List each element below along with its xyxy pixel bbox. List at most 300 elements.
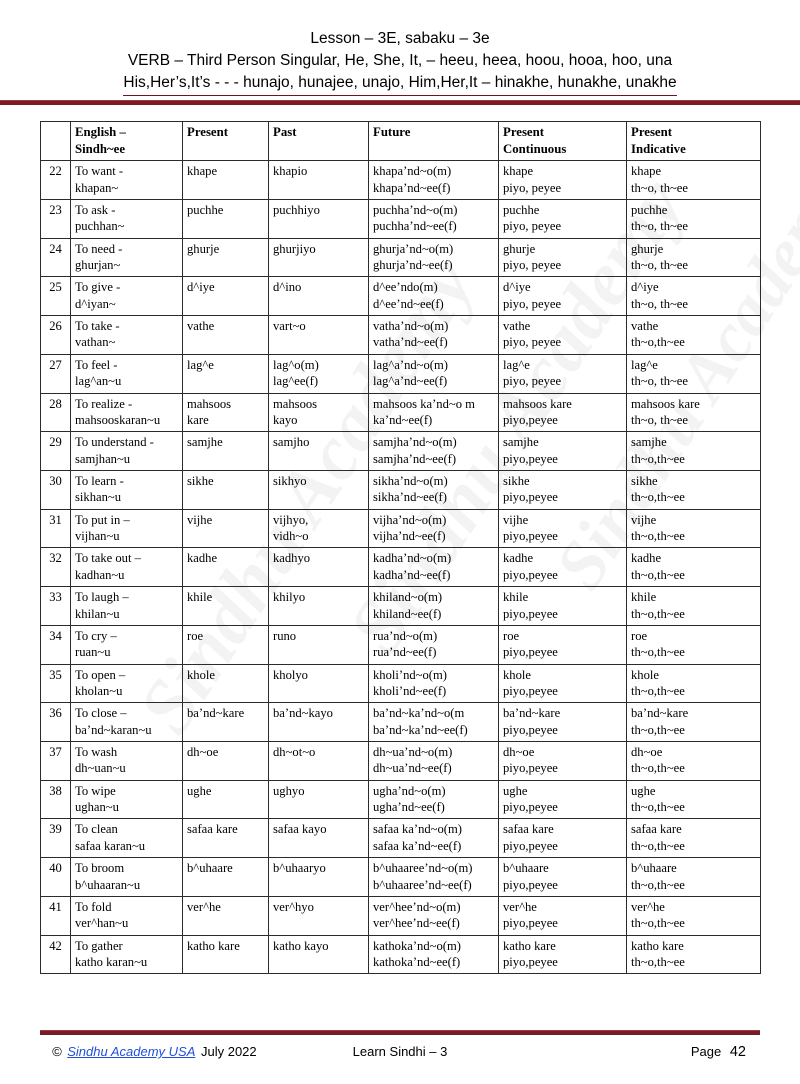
cell-future	[369, 780, 499, 819]
cell-line: vijhe	[503, 512, 529, 527]
cell-line: sikhan~u	[75, 490, 121, 505]
cell-english-sindhee	[71, 742, 183, 781]
cell-line: th~o,th~ee	[631, 683, 685, 698]
cell-line: th~o,th~ee	[631, 761, 685, 776]
cell-line: kadha’nd~o(m)	[373, 551, 452, 566]
cell-future	[369, 432, 499, 471]
row-number: 31	[41, 509, 71, 548]
cell-line: b^uhaaree’nd~o(m)	[373, 861, 473, 876]
cell-line: samjhan~u	[75, 451, 131, 466]
cell-present	[183, 509, 269, 548]
cell-line: d^ino	[273, 280, 302, 295]
cell-present-indicative	[627, 393, 761, 432]
cell-line: ver^hee’nd~ee(f)	[373, 916, 460, 931]
cell-line: katho kare	[631, 938, 684, 953]
cell-line: b^uhaaree’nd~ee(f)	[373, 877, 472, 892]
cell-present	[183, 432, 269, 471]
cell-line: roe	[187, 628, 204, 643]
cell-present-continuous	[499, 354, 627, 393]
cell-line: ba’nd~kare	[503, 706, 561, 721]
footer-row	[40, 1035, 760, 1084]
cell-line: vathe	[631, 319, 659, 334]
cell-line: To wash	[75, 745, 118, 760]
cell-line: th~o, th~ee	[631, 219, 688, 234]
cell-line: vijhyo,	[273, 512, 309, 527]
cell-line: th~o,th~ee	[631, 567, 685, 582]
table-row	[41, 819, 761, 858]
cell-line: kadhan~u	[75, 567, 125, 582]
cell-line: katho kayo	[273, 938, 329, 953]
cell-line: ver^hyo	[273, 899, 314, 914]
column-header-future	[369, 122, 499, 161]
cell-line: To feel -	[75, 357, 118, 372]
cell-english-sindhee	[71, 471, 183, 510]
cell-line: kadha’nd~ee(f)	[373, 567, 451, 582]
cell-line: khile	[631, 590, 657, 605]
cell-english-sindhee	[71, 316, 183, 355]
cell-future	[369, 354, 499, 393]
cell-present	[183, 393, 269, 432]
cell-present-indicative	[627, 858, 761, 897]
cell-line: dh~uan~u	[75, 761, 126, 776]
cell-line: kholan~u	[75, 683, 123, 698]
cell-line: khilyo	[273, 590, 306, 605]
cell-present	[183, 664, 269, 703]
cell-line: samjho	[273, 435, 310, 450]
cell-present-indicative	[627, 277, 761, 316]
cell-past	[269, 587, 369, 626]
cell-line: ghurja’nd~ee(f)	[373, 258, 453, 273]
header-line: Sindh~ee	[75, 141, 126, 156]
cell-line: piyo,peyee	[503, 645, 558, 660]
header-line: Present	[631, 125, 672, 139]
footer-page-indicator	[691, 1044, 746, 1060]
cell-line: vatha’nd~o(m)	[373, 319, 449, 334]
row-number: 35	[41, 664, 71, 703]
cell-present-continuous	[499, 471, 627, 510]
cell-line: th~o, th~ee	[631, 374, 688, 389]
cell-present-indicative	[627, 432, 761, 471]
cell-line: kholi’nd~o(m)	[373, 667, 447, 682]
cell-line: lag^e	[503, 357, 530, 372]
cell-line: th~o, th~ee	[631, 180, 688, 195]
page-footer	[0, 1030, 800, 1084]
cell-line: katho karan~u	[75, 954, 148, 969]
cell-line: mahsoos kare	[503, 396, 572, 411]
cell-line: ka’nd~ee(f)	[373, 412, 433, 427]
cell-line: ghurjiyo	[273, 241, 316, 256]
cell-line: khile	[503, 590, 529, 605]
cell-present-indicative	[627, 742, 761, 781]
cell-line: piyo,peyee	[503, 412, 558, 427]
table-row	[41, 780, 761, 819]
cell-line: To want -	[75, 164, 124, 179]
cell-line: safaa karan~u	[75, 838, 146, 853]
cell-line: khole	[503, 667, 531, 682]
cell-line: dh~ot~o	[273, 745, 316, 760]
cell-line: dh~oe	[187, 745, 219, 760]
cell-line: safaa kare	[187, 822, 238, 837]
cell-past	[269, 780, 369, 819]
cell-present-continuous	[499, 393, 627, 432]
cell-line: To broom	[75, 861, 125, 876]
cell-line: piyo,peyee	[503, 954, 558, 969]
cell-future	[369, 896, 499, 935]
cell-line: samjhe	[503, 435, 539, 450]
column-header-english	[71, 122, 183, 161]
cell-past	[269, 935, 369, 974]
cell-line: To cry –	[75, 628, 117, 643]
cell-future	[369, 316, 499, 355]
cell-present-indicative	[627, 509, 761, 548]
column-header-present-indicative	[627, 122, 761, 161]
cell-present-indicative	[627, 316, 761, 355]
cell-line: lag^o(m)	[273, 357, 319, 372]
cell-line: ghurje	[503, 241, 536, 256]
footer-date: July 2022	[200, 1044, 257, 1059]
cell-present	[183, 277, 269, 316]
cell-past	[269, 819, 369, 858]
cell-line: kadhe	[503, 551, 534, 566]
conjugation-table-wrapper	[0, 105, 800, 974]
cell-line: runo	[273, 628, 297, 643]
cell-line: ba’nd~kare	[187, 706, 245, 721]
cell-line: khapa’nd~o(m)	[373, 164, 452, 179]
cell-past	[269, 703, 369, 742]
cell-past	[269, 625, 369, 664]
cell-future	[369, 471, 499, 510]
cell-line: samjhe	[631, 435, 667, 450]
cell-line: To put in –	[75, 512, 130, 527]
cell-line: rua’nd~ee(f)	[373, 645, 437, 660]
cell-present	[183, 354, 269, 393]
cell-line: piyo,peyee	[503, 490, 558, 505]
cell-line: To clean	[75, 822, 118, 837]
cell-present-indicative	[627, 625, 761, 664]
cell-line: th~o, th~ee	[631, 412, 688, 427]
cell-line: ruan~u	[75, 645, 111, 660]
cell-line: b^uhaare	[503, 861, 549, 876]
cell-past	[269, 238, 369, 277]
cell-line: th~o,th~ee	[631, 645, 685, 660]
cell-past	[269, 664, 369, 703]
cell-line: ghurje	[631, 241, 664, 256]
cell-line: To fold	[75, 899, 112, 914]
cell-present	[183, 238, 269, 277]
cell-line: mahsoos	[187, 396, 232, 411]
cell-present-continuous	[499, 625, 627, 664]
cell-line: b^uhaaran~u	[75, 877, 141, 892]
header-line: Future	[373, 125, 411, 139]
row-number: 34	[41, 625, 71, 664]
cell-english-sindhee	[71, 199, 183, 238]
cell-line: To take out –	[75, 551, 141, 566]
table-row	[41, 354, 761, 393]
cell-line: d^ee’nd~ee(f)	[373, 296, 444, 311]
row-number: 30	[41, 471, 71, 510]
cell-english-sindhee	[71, 625, 183, 664]
cell-line: vatha’nd~ee(f)	[373, 335, 448, 350]
cell-future	[369, 277, 499, 316]
cell-line: vijha’nd~o(m)	[373, 512, 447, 527]
cell-future	[369, 742, 499, 781]
cell-present-continuous	[499, 199, 627, 238]
cell-line: d^iye	[187, 280, 215, 295]
cell-line: ver^hee’nd~o(m)	[373, 899, 461, 914]
table-row	[41, 858, 761, 897]
cell-line: vathe	[503, 319, 531, 334]
row-number: 24	[41, 238, 71, 277]
cell-english-sindhee	[71, 664, 183, 703]
cell-line: ughe	[187, 783, 212, 798]
table-row	[41, 238, 761, 277]
cell-past	[269, 393, 369, 432]
cell-line: khole	[187, 667, 215, 682]
row-number: 26	[41, 316, 71, 355]
lesson-title: Lesson – 3E, sabaku – 3e	[310, 30, 490, 47]
cell-line: vijhe	[631, 512, 657, 527]
row-number: 33	[41, 587, 71, 626]
table-row	[41, 161, 761, 200]
cell-future	[369, 703, 499, 742]
cell-line: piyo,peyee	[503, 800, 558, 815]
cell-line: piyo, peyee	[503, 335, 562, 350]
cell-line: safaa kare	[503, 822, 554, 837]
cell-future	[369, 625, 499, 664]
cell-line: lag^e	[631, 357, 658, 372]
cell-line: puchhan~	[75, 219, 125, 234]
cell-line: khapio	[273, 164, 308, 179]
cell-line: ugha’nd~ee(f)	[373, 800, 445, 815]
row-number: 22	[41, 161, 71, 200]
lesson-heading	[0, 0, 800, 96]
cell-line: ughyo	[273, 783, 305, 798]
cell-present-indicative	[627, 548, 761, 587]
cell-line: kholi’nd~ee(f)	[373, 683, 447, 698]
cell-present-indicative	[627, 587, 761, 626]
cell-line: ver^han~u	[75, 916, 129, 931]
cell-present-continuous	[499, 742, 627, 781]
cell-present	[183, 587, 269, 626]
table-row	[41, 393, 761, 432]
cell-line: piyo,peyee	[503, 877, 558, 892]
cell-line: To gather	[75, 938, 123, 953]
table-row	[41, 277, 761, 316]
cell-present-indicative	[627, 354, 761, 393]
cell-line: th~o,th~ee	[631, 722, 685, 737]
cell-line: safaa kare	[631, 822, 682, 837]
cell-line: kholyo	[273, 667, 308, 682]
cell-line: th~o,th~ee	[631, 335, 685, 350]
cell-present-continuous	[499, 509, 627, 548]
cell-line: puchhe	[631, 202, 668, 217]
cell-present-continuous	[499, 935, 627, 974]
cell-line: ba’nd~kayo	[273, 706, 333, 721]
cell-present-continuous	[499, 896, 627, 935]
cell-line: lag^a’nd~ee(f)	[373, 374, 448, 389]
cell-english-sindhee	[71, 896, 183, 935]
cell-line: khiland~ee(f)	[373, 606, 442, 621]
table-row	[41, 199, 761, 238]
cell-future	[369, 161, 499, 200]
table-row	[41, 742, 761, 781]
cell-line: ughe	[631, 783, 656, 798]
cell-english-sindhee	[71, 161, 183, 200]
cell-line: sikhe	[187, 474, 214, 488]
cell-line: khole	[631, 667, 659, 682]
column-header-present-continuous	[499, 122, 627, 161]
cell-line: To learn -	[75, 474, 124, 488]
header-line: Indicative	[631, 141, 686, 156]
cell-line: th~o,th~ee	[631, 877, 685, 892]
cell-english-sindhee	[71, 587, 183, 626]
cell-line: ver^he	[503, 899, 537, 914]
cell-line: khiland~o(m)	[373, 590, 443, 605]
cell-line: kayo	[273, 412, 298, 427]
cell-line: puchha’nd~ee(f)	[373, 219, 457, 234]
cell-line: ugha’nd~o(m)	[373, 783, 446, 798]
cell-past	[269, 199, 369, 238]
cell-line: To give -	[75, 280, 121, 295]
cell-present-indicative	[627, 703, 761, 742]
cell-present	[183, 703, 269, 742]
row-number: 42	[41, 935, 71, 974]
cell-line: puchhiyo	[273, 202, 320, 217]
cell-future	[369, 858, 499, 897]
cell-line: piyo,peyee	[503, 722, 558, 737]
cell-present	[183, 742, 269, 781]
cell-line: dh~ua’nd~o(m)	[373, 745, 453, 760]
cell-past	[269, 277, 369, 316]
page-label: Page	[690, 1044, 722, 1059]
cell-line: th~o,th~ee	[631, 451, 685, 466]
cell-line: ba’nd~ka’nd~o(m	[373, 706, 465, 721]
cell-line: ba’nd~ka’nd~ee(f)	[373, 722, 468, 737]
cell-line: piyo,peyee	[503, 761, 558, 776]
cell-line: vart~o	[273, 319, 306, 334]
row-number: 36	[41, 703, 71, 742]
conjugation-table	[40, 121, 761, 974]
cell-line: vathan~	[75, 335, 116, 350]
page-number: 42	[729, 1044, 746, 1060]
cell-past	[269, 161, 369, 200]
cell-past	[269, 432, 369, 471]
cell-line: b^uhaare	[631, 861, 677, 876]
cell-present-continuous	[499, 587, 627, 626]
cell-line: mahsoos ka’nd~o m	[373, 396, 475, 411]
cell-present-indicative	[627, 238, 761, 277]
header-line: Present	[187, 125, 228, 139]
cell-english-sindhee	[71, 703, 183, 742]
cell-line: piyo,peyee	[503, 683, 558, 698]
cell-line: piyo, peyee	[503, 219, 562, 234]
row-number: 25	[41, 277, 71, 316]
cell-past	[269, 742, 369, 781]
cell-present-indicative	[627, 896, 761, 935]
cell-present	[183, 161, 269, 200]
cell-present-continuous	[499, 703, 627, 742]
table-row	[41, 896, 761, 935]
column-header-present	[183, 122, 269, 161]
cell-line: To wipe	[75, 783, 116, 798]
sindhu-academy-link[interactable]: Sindhu Academy USA	[67, 1044, 196, 1059]
cell-line: ver^he	[631, 899, 665, 914]
row-number: 37	[41, 742, 71, 781]
row-number: 27	[41, 354, 71, 393]
cell-line: kathoka’nd~o(m)	[373, 938, 461, 953]
header-line: English –	[75, 125, 126, 139]
cell-line: ughe	[503, 783, 528, 798]
cell-present-continuous	[499, 161, 627, 200]
cell-present	[183, 896, 269, 935]
cell-english-sindhee	[71, 780, 183, 819]
cell-present	[183, 780, 269, 819]
cell-english-sindhee	[71, 858, 183, 897]
cell-line: b^uhaaryo	[273, 861, 326, 876]
cell-future	[369, 548, 499, 587]
cell-line: ghurja’nd~o(m)	[373, 241, 454, 256]
cell-line: samjha’nd~o(m)	[373, 435, 457, 450]
cell-line: piyo,peyee	[503, 529, 558, 544]
table-row	[41, 509, 761, 548]
cell-line: khape	[631, 164, 662, 179]
cell-line: vijha’nd~ee(f)	[373, 529, 446, 544]
cell-line: dh~oe	[503, 745, 535, 760]
cell-english-sindhee	[71, 277, 183, 316]
cell-line: khape	[503, 164, 534, 179]
cell-english-sindhee	[71, 935, 183, 974]
cell-present	[183, 471, 269, 510]
table-row	[41, 935, 761, 974]
cell-line: vidh~o	[273, 529, 309, 544]
cell-line: ba’nd~kare	[631, 706, 689, 721]
cell-line: khapan~	[75, 180, 119, 195]
cell-line: piyo, peyee	[503, 374, 562, 389]
cell-line: kadhyo	[273, 551, 311, 566]
row-number: 41	[41, 896, 71, 935]
header-line: Past	[273, 125, 297, 139]
cell-line: kathoka’nd~ee(f)	[373, 954, 461, 969]
cell-past	[269, 316, 369, 355]
cell-line: ba’nd~karan~u	[75, 722, 152, 737]
cell-past	[269, 471, 369, 510]
cell-line: piyo, peyee	[503, 180, 562, 195]
cell-line: katho kare	[503, 938, 556, 953]
cell-line: safaa kayo	[273, 822, 327, 837]
cell-english-sindhee	[71, 238, 183, 277]
cell-line: d^iye	[503, 280, 531, 295]
cell-line: th~o,th~ee	[631, 838, 685, 853]
cell-line: sikha’nd~o(m)	[373, 474, 448, 488]
cell-line: th~o,th~ee	[631, 800, 685, 815]
cell-line: d^iye	[631, 280, 659, 295]
table-row	[41, 664, 761, 703]
cell-present-indicative	[627, 199, 761, 238]
cell-future	[369, 393, 499, 432]
row-number: 23	[41, 199, 71, 238]
cell-line: sikhe	[631, 474, 658, 488]
cell-english-sindhee	[71, 393, 183, 432]
cell-line: samjha’nd~ee(f)	[373, 451, 457, 466]
cell-line: To open –	[75, 667, 126, 682]
cell-past	[269, 548, 369, 587]
cell-line: piyo, peyee	[503, 296, 562, 311]
cell-present-indicative	[627, 780, 761, 819]
cell-line: piyo,peyee	[503, 451, 558, 466]
cell-past	[269, 509, 369, 548]
cell-line: piyo,peyee	[503, 838, 558, 853]
cell-present	[183, 199, 269, 238]
